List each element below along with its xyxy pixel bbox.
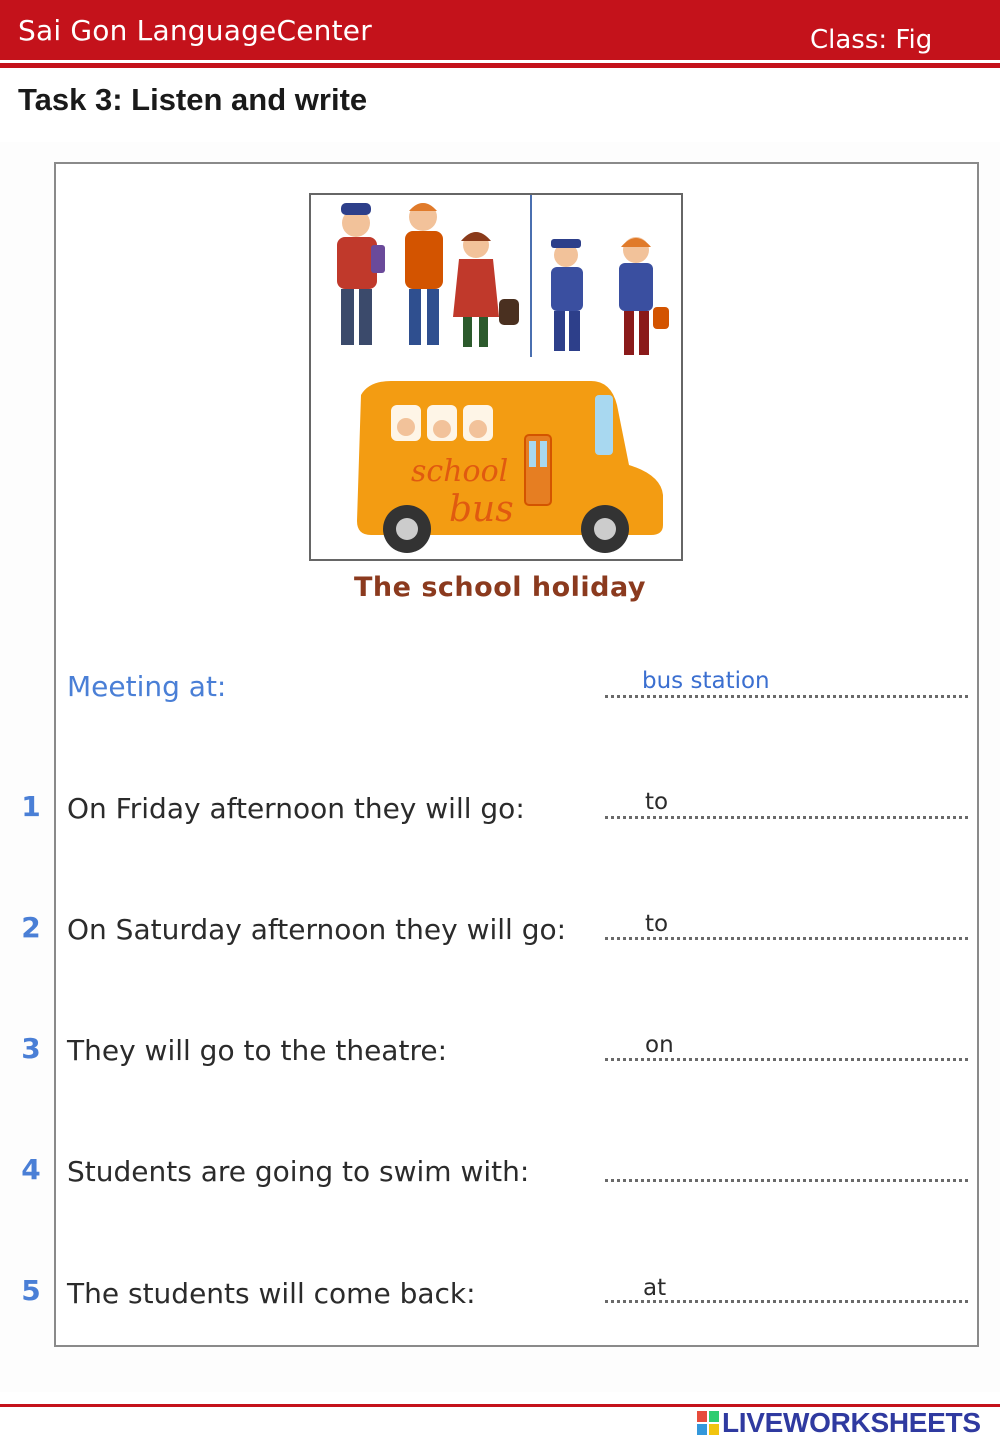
answer-prefix: at [643, 1275, 667, 1301]
center-name: Sai Gon LanguageCenter [18, 14, 372, 47]
question-number: 2 [21, 911, 41, 944]
answer-field-5[interactable] [605, 1300, 968, 1303]
question-prompt: They will go to the theatre: [67, 1034, 447, 1067]
illustration-drawing [311, 195, 681, 559]
logo-text: LIVEWORKSHEETS [722, 1407, 981, 1438]
answer-prefix: to [645, 789, 669, 815]
question-prompt: On Friday afternoon they will go: [67, 792, 525, 825]
liveworksheets-icon [697, 1411, 719, 1435]
example-prompt: Meeting at: [67, 670, 227, 703]
example-answer: bus station [642, 668, 770, 694]
answer-prefix: on [645, 1032, 674, 1058]
child-figure [405, 203, 443, 345]
answer-field-2[interactable] [605, 937, 968, 940]
question-number: 1 [21, 790, 41, 823]
liveworksheets-logo[interactable] [697, 1406, 981, 1440]
class-label: Class: Fig [810, 25, 933, 55]
example-answer-line [605, 695, 968, 698]
header-divider [0, 60, 1000, 63]
illustration-caption: The school holiday [354, 572, 646, 603]
bus-text-bus: bus [449, 489, 514, 530]
child-figure [453, 232, 519, 347]
question-number: 4 [21, 1153, 41, 1186]
question-prompt: On Saturday afternoon they will go: [67, 913, 567, 946]
answer-field-4[interactable] [605, 1179, 968, 1182]
school-bus [357, 381, 663, 553]
child-figure [551, 239, 583, 351]
child-figure [619, 237, 669, 355]
bus-text-school: school [411, 454, 509, 489]
school-holiday-illustration [309, 193, 683, 561]
child-figure [337, 203, 385, 345]
answer-field-3[interactable] [605, 1058, 968, 1061]
answer-field-1[interactable] [605, 816, 968, 819]
question-prompt: The students will come back: [67, 1277, 476, 1310]
question-number: 5 [21, 1274, 41, 1307]
answer-prefix: to [645, 911, 669, 937]
question-number: 3 [21, 1032, 41, 1065]
task-title: Task 3: Listen and write [18, 82, 368, 117]
question-prompt: Students are going to swim with: [67, 1155, 530, 1188]
